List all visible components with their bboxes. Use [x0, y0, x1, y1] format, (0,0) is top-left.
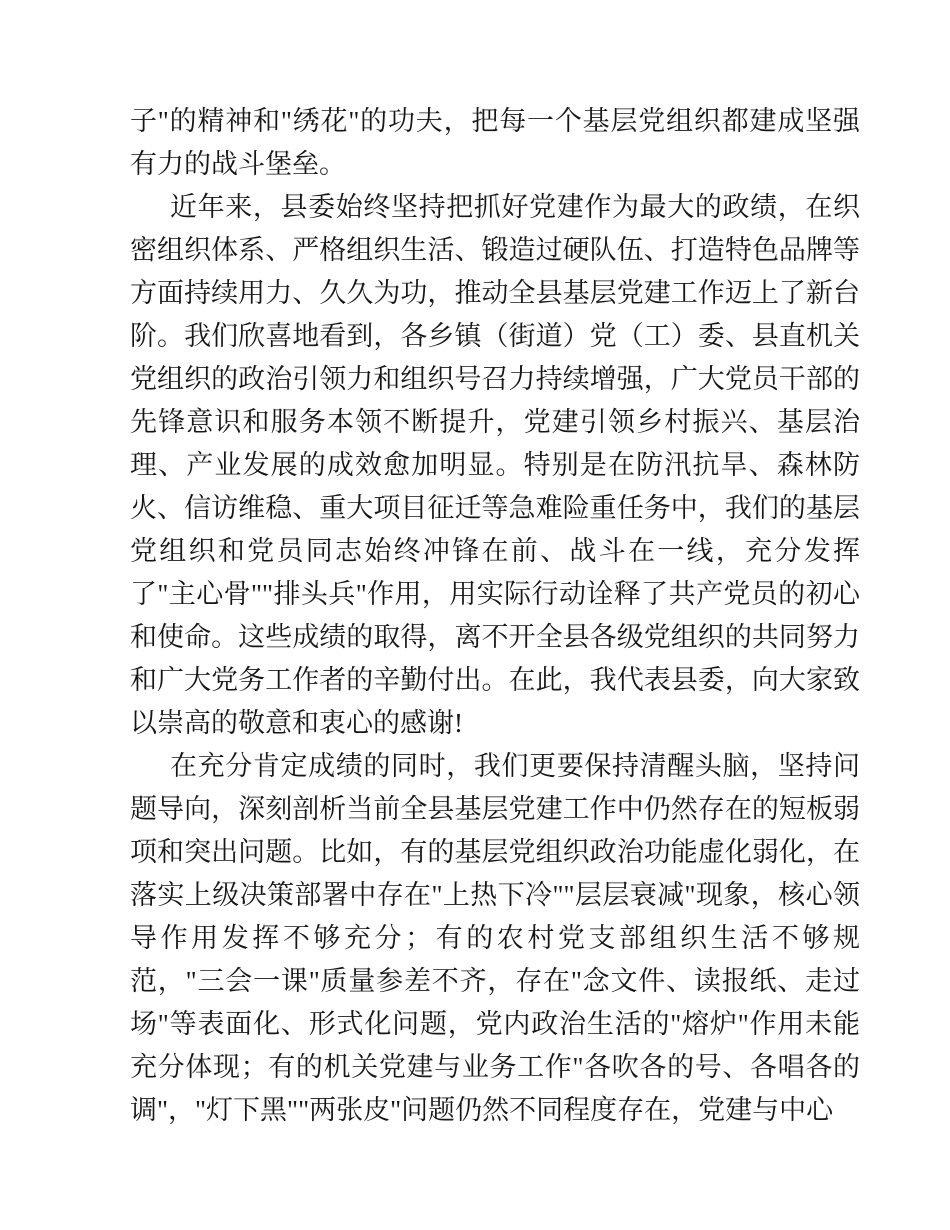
paragraph: 子"的精神和"绣花"的功夫，把每一个基层党组织都建成坚强有力的战斗堡垒。 — [130, 106, 860, 179]
paragraph: 在充分肯定成绩的同时，我们更要保持清醒头脑，坚持问题导向，深刻剖析当前全县基层党建工作中仍然存在的短板弱项和突出问题。比如，有的基层党组织政治功能虚化弱化，在落实上级决策部署中存在"上热下冷""层层衰减"现象，核心领导作用发挥不够充分；有的农村党支部组织生活不够规范，"三会一课"质量参差不齐，存在"念文件、读报纸、走过场"等表面化、形式化问题，党内政治生活的"熔炉"作用未能充分体现；有的机关党建与业务工作"各吹各的号、各唱各的调"，"灯下黑""两张皮"问题仍然不同程度存在，党建与中心 — [130, 751, 860, 1125]
document-body-text — [130, 100, 860, 1132]
paragraph: 近年来，县委始终坚持把抓好党建作为最大的政绩，在织密组织体系、严格组织生活、锻造过硬队伍、打造特色品牌等方面持续用力、久久为功，推动全县基层党建工作迈上了新台阶。我们欣喜地看到，各乡镇（街道）党（工）委、县直机关党组织的政治引领力和组织号召力持续增强，广大党员干部的先锋意识和服务本领不断提升，党建引领乡村振兴、基层治理、产业发展的成效愈加明显。特别是在防汛抗旱、森林防火、信访维稳、重大项目征迁等急难险重任务中，我们的基层党组织和党员同志始终冲锋在前、战斗在一线，充分发挥了"主心骨""排头兵"作用，用实际行动诠释了共产党员的初心和使命。这些成绩的取得，离不开全县各级党组织的共同努力和广大党务工作者的辛勤付出。在此，我代表县委，向大家致以崇高的敬意和衷心的感谢! — [130, 192, 860, 738]
